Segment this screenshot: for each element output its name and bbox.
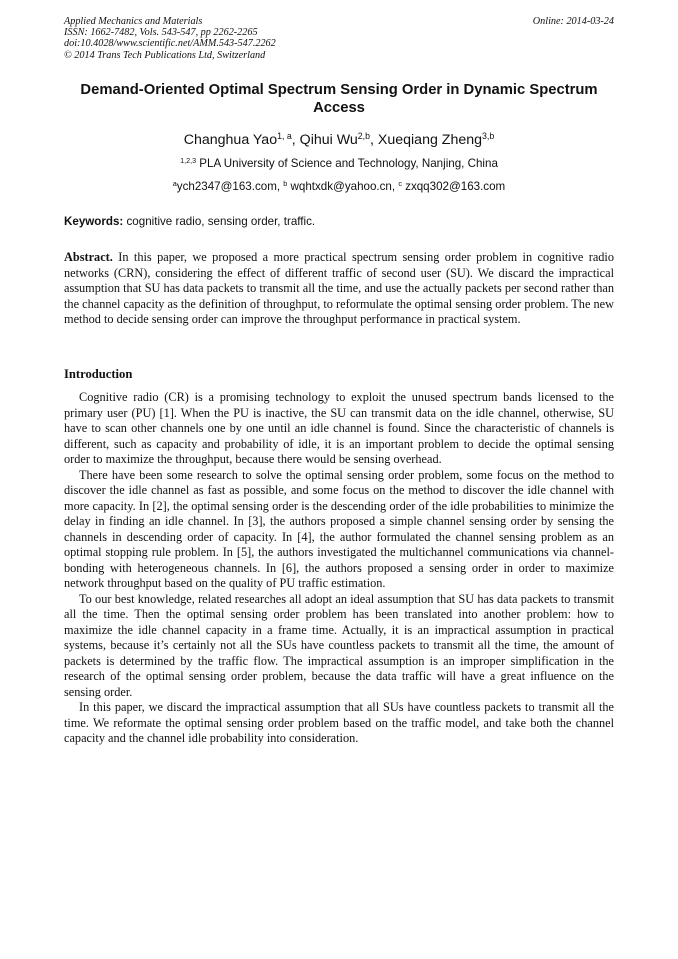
paragraph: In this paper, we discard the impractical assumption that all SUs have countless packets to transmit all the time. We reformate the optimal sensing order problem based on the traffic model, and take both the channel capacity and the channel idle probability into consideration. — [64, 700, 614, 745]
issn-line: ISSN: 1662-7482, Vols. 543-547, pp 2262-2265 — [64, 27, 258, 39]
author-affiliation-mark: 1, a — [277, 131, 292, 142]
journal-name: Applied Mechanics and Materials — [64, 16, 203, 27]
doi-line: doi:10.4028/www.scientific.net/AMM.543-547.2262 — [64, 38, 276, 50]
affiliation-text: PLA University of Science and Technology, Nanjing, China — [196, 157, 498, 170]
keywords-text: cognitive radio, sensing order, traffic. — [123, 215, 316, 228]
paragraph: There have been some research to solve the optimal sensing order problem, some focus on the method to discover the idle channel as fast as possible, and some focus on the method to discover the idle channel with more capacity. In [2], the optimal sensing order is the descending order of the idle probabilities to minimize the delay in finding an idle channel. In [3], the authors proposed a simple channel sensing order by sensing the channels in descending order of capacity. In [4], the author formulated the channel sensing problem as an optimal stopping rule problem. In [5], the authors investigated the multichannel communications via channel-bonding with heterogeneous channels. In [6], the authors proposed a sensing order in order to maximize network throughput based on the quality of PU traffic estimation. — [64, 467, 614, 590]
email-mark: c — [398, 179, 402, 189]
running-header — [64, 16, 614, 61]
introduction-body — [64, 390, 614, 747]
author-list — [64, 131, 614, 149]
abstract-label: Abstract. — [64, 250, 113, 264]
paper-title: Demand-Oriented Optimal Spectrum Sensing Order in Dynamic Spectrum Access — [80, 82, 598, 116]
keywords-label: Keywords: — [64, 215, 124, 228]
abstract-text: In this paper, we proposed a more practical spectrum sensing order problem in cognitive radio networks (CRN), considering the effect of different traffic of second user (SU). We discard the impractical assumption that SU has data packets to transmit all the time, and use the actually packets per second rather than the channel capacity as the definition of throughput, to reformulate the optimal sensing order problem. The new method to decide sensing order can improve the throughput performance in practical system. — [64, 250, 614, 326]
paragraph: Cognitive radio (CR) is a promising technology to exploit the unused spectrum bands licensed to the primary user (PU) [1]. When the PU is inactive, the SU can transmit data on the idle channel, otherwise, SU have to scan other channels one by one until an idle channel is found. Since the characteristic of channels is different, such as capacity and probability of idle, it is an important problem to decide the optimal sensing order to maximize the throughput, because there would be sensing overhead. — [64, 390, 614, 466]
email-mark: a — [172, 179, 177, 189]
email-address: wqhtxdk@yahoo.cn, — [287, 180, 399, 193]
section-heading-introduction: Introduction — [64, 367, 133, 381]
affiliation — [64, 156, 614, 171]
email-mark: b — [283, 179, 288, 189]
author-affiliation-mark: 3,b — [482, 131, 495, 142]
paragraph: To our best knowledge, related researches all adopt an ideal assumption that SU has data packets to transmit all the time. Then the optimal sensing order problem has been translated into another problem: how to maximize the idle channel capacity in a frame time. Actually, it is an impractical assumption in practical systems, because it’s certainly not all the SUs have countless packets to transmit all the time, the amount of packets is determined by the traffic flow. The impractical assumption is an improper simplification in the research of the optimal sensing order problem, because the data traffic will have a great influence on the sensing order. — [64, 591, 614, 699]
author-separator: , — [291, 132, 300, 148]
affiliation-mark: 1,2,3 — [180, 156, 197, 166]
author-name: Xueqiang Zheng — [377, 132, 483, 148]
online-date: Online: 2014-03-24 — [532, 16, 614, 27]
email-address: zxqq302@163.com — [401, 180, 506, 193]
email-address: ych2347@163.com, — [176, 180, 284, 193]
email-list — [64, 179, 614, 194]
author-name: Changhua Yao — [183, 132, 278, 148]
author-name: Qihui Wu — [299, 132, 358, 148]
author-affiliation-mark: 2,b — [357, 131, 370, 142]
author-separator: , — [370, 132, 378, 148]
copyright-line: © 2014 Trans Tech Publications Ltd, Switzerland — [64, 49, 266, 61]
keywords — [64, 214, 614, 229]
abstract — [64, 250, 614, 328]
